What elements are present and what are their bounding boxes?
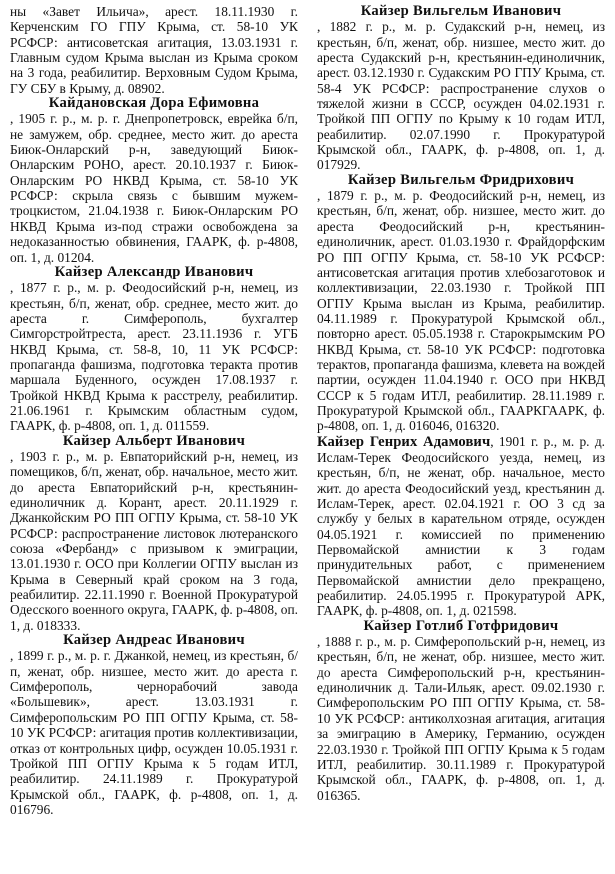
entry-text: , 1888 г. р., м. р. Симферопольский р-н, немец, из крестьян, б/п, не женат, обр. низшее, место жит. до ареста Симферопольский р-н, крестьянин-единоличник д. Тали-Ильяк, арест. 09.02.1930 г. Симферопольским РО ПП ОГПУ Крыма, ст. 58-10 УК РСФСР: антиколхозная агитация, агитация за эмиграцию в Америку, Германию, осужден 22.03.1930 г. Тройкой ПП ОГПУ Крыма к 5 годам ИТЛ, реабилитир. 30.11.1989 г. Прокуратурой Крымской обл., ГААРК, ф. р-4808, оп. 1, д. 016365. [317,634,605,803]
entry-name: Кайзер Генрих Адамович [317,433,491,450]
entry-name: Кайзер Андреас Иванович [63,632,245,649]
two-column-layout [10,4,605,817]
entry-name: Кайзер Вильгельм Иванович [360,3,562,19]
entry-name: Кайзер Альберт Иванович [62,432,246,449]
entry-name: Кайдановская Дора Ефимовна [48,95,260,112]
entry-kaizer-albert [10,434,298,633]
entry-kaizer-andreas [10,633,298,817]
entry-text: , 1901 г. р., м. р. д. Ислам-Терек Феодосийского уезда, немец, из крестьян, б/п, не женат, обр. начальное, место жит. до ареста Феодосийский уезд, крестьянин д. Ислам-Терек, арест. 02.04.1921 г. ОО 3 сд за службу у белых в карательном отряде, осужден 04.05.1921 г. комиссией по применению Первомайской амнистии к 3 годам принудительных работ, с применением Первомайской амнистии дело прекращено, реабилитир. 24.05.1995 г. Прокуратурой АРК, ГААРК, ф. р-4808, оп. 1, д. 021598. [317,433,605,619]
entry-text: , 1877 г. р., м. р. Феодосийский р-н, немец, из крестьян, б/п, женат, обр. среднее, место жит. до ареста г. Симферополь, бухгалтер Симгорстройтреста, арест. 23.11.1936 г. УГБ НКВД Крыма, ст. 58-8, 10, 11 УК РСФСР: пропаганда фашизма, подготовка теракта против маршала Буденного, осужден 17.08.1937 г. Тройкой НКВД Крыма к расстрелу, реабилитир. 21.06.1961 г. Крымским областным судом, ГААРК, ф. р-4808, оп. 1, д. 011559. [10,280,298,434]
entry-kaizer-aleksandr [10,265,298,434]
left-column [10,4,298,817]
entry-text: , 1903 г. р., м. р. Евпаторийский р-н, немец, из помещиков, б/п, женат, обр. начальное, место жит. до ареста Евпаторийский р-н, крестьянин-единоличник д. Корант, арест. 20.11.1929 г. Джанкойским РО ПП ОГПУ Крыма, ст. 58-10 УК РСФСР: распространение листовок лютеранского союза «Фербанд» с призывом к эмиграции, 13.01.1930 г. ОСО при Коллегии ОГПУ выслан из Крыма в Северный край сроком на 3 года, реабилитир. 22.11.1990 г. Военной Прокуратурой Одесского военного округа, ГААРК, ф. р-4808, оп. 1, д. 018333. [10,448,298,633]
right-column [317,4,605,817]
entry-kaizer-gotlib [317,619,605,803]
entry-text: , 1905 г. р., м. р. г. Днепропетровск, еврейка б/п, не замужем, обр. среднее, место жит. до ареста Биюк-Онларский р-н, заведующий Биюк-Онларским РОНО, арест. 20.10.1937 г. Биюк-Онларским РО НКВД Крыма, ст. 58-10 УК РСФСР: скрыла связь с бывшим мужем-троцкистом, 21.04.1938 г. Биюк-Онларским РО НКВД Крыма из-под стражи освобождена за недоказанностью обвинения, ГААРК, ф. р-4808, оп. 1, д. 01204. [10,111,298,265]
entry-name: Кайзер Александр Иванович [54,263,254,280]
entry-kaizer-genrikh [317,434,605,619]
entry-text: , 1899 г. р., м. р. г. Джанкой, немец, из крестьян, б/п, женат, обр. низшее, место жит. до ареста г. Симферополь, чернорабочий завода «Большевик», арест. 13.03.1931 г. Симферопольским РО ПП ОГПУ Крыма, ст. 58-10 УК РСФСР: агитация против коллективизации, отказ от контрольных цифр, осужден 10.05.1931 г. Тройкой ПП ОГПУ Крыма к 5 годам ИТЛ, реабилитир. 24.11.1989 г. Прокуратурой Крымской обл., ГААРК, ф. р-4808, оп. 1, д. 016796. [10,648,298,817]
continued-entry-fragment: ны «Завет Ильича», арест. 18.11.1930 г. Керченским ГО ГПУ Крыма, ст. 58-10 УК РСФСР: антисоветская агитация, 13.03.1931 г. Главным судом Крыма выслан из Крыма сроком на 3 года, реабилитир. Верховным Судом Крыма, ГУ СБУ в Крыму, д. 08902. [10,4,298,96]
entry-text: , 1882 г. р., м. р. Судакский р-н, немец, из крестьян, б/п, женат, обр. низшее, место жит. до ареста Судакский р-н, крестьянин-единоличник, арест. 03.12.1930 г. Судакским РО ГПУ Крыма, ст. 58-4 УК РСФСР: распространение слухов о тяжелой жизни в СССР, осужден 04.02.1931 г. Тройкой ПП ОГПУ по Крыму к 10 годам ИТЛ, реабилитир. 02.07.1990 г. Прокуратурой Крымской обл., ГААРК, ф. р-4808, оп. 1, д. 017929. [317,19,605,173]
entry-kaidanovskaya-dora [10,96,298,265]
entry-text: , 1879 г. р., м. р. Феодосийский р-н, немец, из крестьян, б/п, женат, обр. низшее, место жит. до ареста Феодосийский р-н, крестьянин-единоличник, арест. 01.03.1930 г. Фрайдорфским РО ПП ОГПУ Крыма, ст. 58-10 УК РСФСР: антисоветская агитация против хлебозаготовок и коллективизации, 22.03.1930 г. Тройкой ПП ОГПУ Крыма выслан из Крыма, реабилитир. 04.11.1989 г. Прокуратурой Крымской обл., повторно арест. 05.05.1938 г. Старокрымским РО НКВД Крыма, ст. 58-10 УК РСФСР: подготовка терактов, пропаганда фашизма, клевета на вождей партии, осужден 11.04.1940 г. ОСО при НКВД СССР к 5 годам ИТЛ, реабилитир. 28.11.1989 г. Прокуратурой Крымской обл., ГААРКГААРК, ф. р-4808, оп. 1, д. 016046, 016320. [317,188,605,434]
entry-name: Кайзер Готлиб Готфридович [363,617,559,634]
entry-kaizer-vilgelm-ivanovich [317,4,605,173]
entry-name: Кайзер Вильгельм Фридрихович [347,171,575,188]
entry-kaizer-vilgelm-fridrikhovich [317,173,605,434]
